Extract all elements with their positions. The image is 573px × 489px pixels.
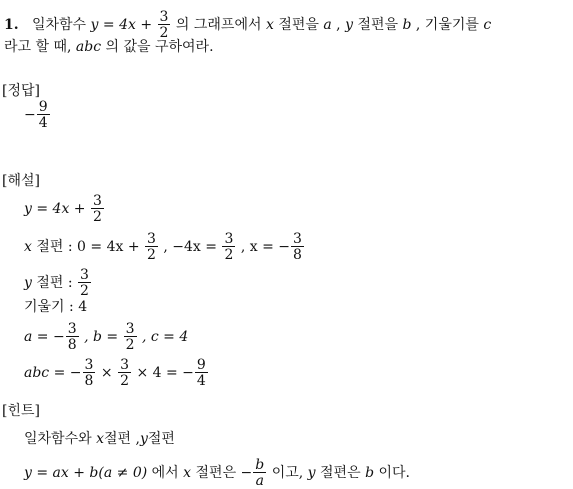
math-expression: × 4 = − [136,365,194,381]
problem-text: 라고 할 때, [4,39,72,55]
answer-header: [정답] [2,83,40,99]
solution-header: [해설] [2,173,40,189]
solution-text: 절편 : [36,275,73,291]
problem-text: , [336,17,341,33]
hint-text: 절편 , [103,431,140,447]
math-var: b [402,17,412,33]
solution-text: , −4x = [163,239,217,255]
hint-line-1 [24,430,175,448]
fraction: $\frac{9}{4}$ [38,99,48,131]
math-expression: y = 4x + [24,201,86,217]
fraction: $\frac{3}{2}$ [92,193,102,225]
math-var: b [365,465,375,481]
math-expression: a = − [24,329,65,345]
hint-text: 일차함수와 [24,431,92,447]
math-expression: , b = [84,329,119,345]
fraction: $\frac{3}{8}$ [293,231,302,263]
fraction: $\frac{3}{8}$ [84,357,94,389]
math-expression: y = ax + b(a ≠ 0) [24,465,148,481]
fraction: $\frac{3}{8}$ [67,321,77,353]
fraction: $\frac{3}{2}$ [125,321,135,353]
solution-line-1 [24,194,105,224]
hint-text: 이고, [271,465,304,481]
problem-text: , 기울기를 [415,17,479,33]
math-var: x [96,431,104,447]
fraction: $\frac{3}{2}$ [80,267,89,299]
problem-text: 의 그래프에서 [175,17,262,33]
problem-text: 절편을 [357,17,399,33]
hint-text: 에서 [151,465,179,481]
problem-text: 일차함수 [31,17,87,33]
math-var: y [345,17,353,33]
hint-text: 절편은 − [195,465,253,481]
math-expression: y = 4x + [90,17,153,33]
fraction: $\frac{3}{2}$ [159,9,169,41]
minus-sign: − [24,107,36,123]
fraction: $\frac{3}{2}$ [120,357,129,389]
math-var: y [24,275,32,291]
hint-text: 이다. [378,465,410,481]
solution-text: , x = − [240,239,290,255]
math-var: y [139,431,148,447]
math-var: x [265,17,274,33]
math-var: a [323,17,332,33]
solution-line-4: 기울기 : 4 [24,299,88,315]
problem-number: 1. [4,17,19,33]
problem-text: 의 값을 구하여라. [105,39,214,55]
solution-line-5 [24,322,188,352]
math-var: c [483,17,492,33]
fraction: $\frac{b}{a}$ [255,457,265,489]
math-expression: abc = − [24,365,82,381]
hint-header: [힌트] [2,403,40,419]
math-var: x [183,465,192,481]
fraction: $\frac{3}{2}$ [224,231,234,263]
solution-text: 절편 : 0 = 4x + [36,239,140,255]
hint-line-2 [24,458,410,488]
solution-line-6 [24,358,209,388]
problem-text: 절편을 [278,17,319,33]
answer-value [24,100,51,130]
math-var: x [24,239,32,255]
problem-line-2 [4,38,214,56]
fraction: $\frac{9}{4}$ [196,357,206,389]
math-var: y [307,465,316,481]
problem-line-1 [4,10,491,40]
times-sign: × [100,365,113,381]
fraction: $\frac{3}{2}$ [147,231,156,263]
hint-text: 절편 [147,431,175,447]
solution-line-3 [24,268,92,298]
math-var: abc [75,39,102,55]
hint-text: 절편은 [320,465,361,481]
solution-line-2 [24,232,305,262]
math-expression: , c = 4 [141,329,189,345]
